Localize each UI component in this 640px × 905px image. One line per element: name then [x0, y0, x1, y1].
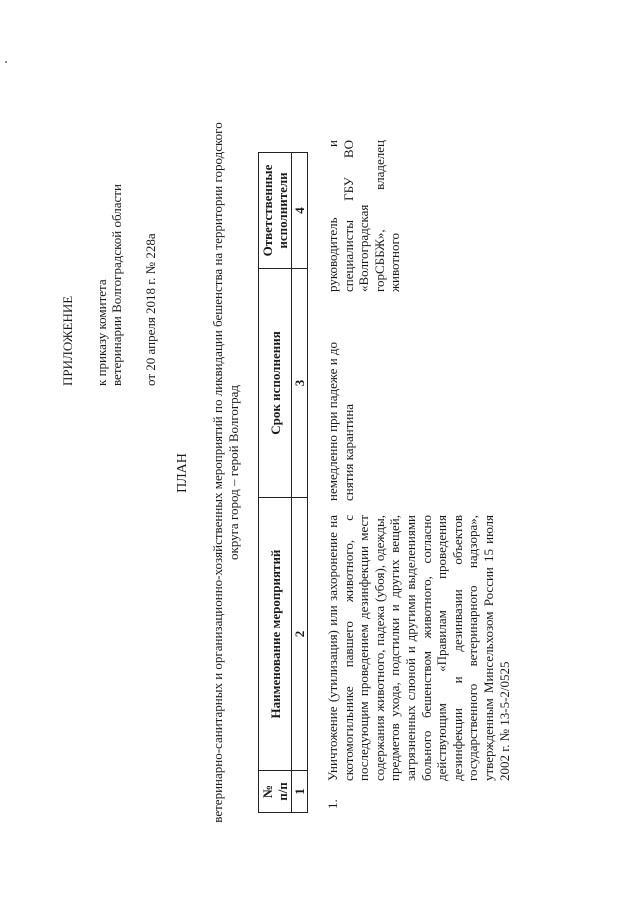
- header-measure: [259, 498, 292, 771]
- plan-subtitle-line1: ветеринарно-санитарных и организационно-хозяйственных мероприятий по ликвидации бешенства на территории городского: [210, 122, 225, 823]
- header-responsible-line2: исполнители: [275, 172, 290, 249]
- appendix-date: от 20 апреля 2018 г. № 228а: [143, 233, 158, 386]
- header-number: [259, 771, 292, 813]
- column-index-4: 4: [292, 153, 308, 269]
- appendix-title: ПРИЛОЖЕНИЕ: [60, 295, 75, 386]
- row-measure: Уничтожение (утилизация) или захоронение на скотомогильнике павшего животного, с последующим проведением дезинфекции мест содержания животного, падежа (убоя), одежды, предметов ухода, подстилки и других вещей, загрязненных слюной и другими выделениями больного бешенством животного, согласно действующим «Правилам проведения дезинфекции и дезинвазии объектов государственного ветеринарного надзора», утвержденным Минсельхозом России 15 июля 2002 г. № 13-5-2/0525: [325, 515, 512, 781]
- header-number-line2: п/п: [275, 782, 290, 801]
- header-number-line1: №: [260, 784, 275, 799]
- header-deadline-label: Срок исполнения: [267, 331, 283, 435]
- row-deadline: немедленно при падеже и до снятия карантина: [325, 341, 356, 501]
- plan-subtitle-line2: округа город – герой Волгоград: [226, 384, 241, 561]
- column-index-2: 2: [292, 498, 308, 771]
- plan-title: ПЛАН: [175, 453, 190, 493]
- column-index-3: 3: [292, 269, 308, 498]
- header-responsible-line1: Ответственные: [260, 164, 275, 257]
- plan-table: [258, 152, 308, 813]
- table-index-row: [292, 153, 308, 813]
- row-number: 1.: [325, 799, 340, 809]
- appendix-line2: ветеринарии Волгоградской области: [109, 184, 124, 386]
- column-index-1: 1: [292, 771, 308, 813]
- table-header-row: [259, 153, 292, 813]
- appendix-line1: к приказу комитета: [94, 279, 109, 386]
- header-deadline: [259, 269, 292, 498]
- row-responsible: руководитель и специалисты ГБУ ВО «Волгоградская горСББЖ», владелец животного: [325, 140, 403, 292]
- header-measure-label: Наименование мероприятий: [267, 549, 283, 719]
- header-responsible: [259, 153, 292, 269]
